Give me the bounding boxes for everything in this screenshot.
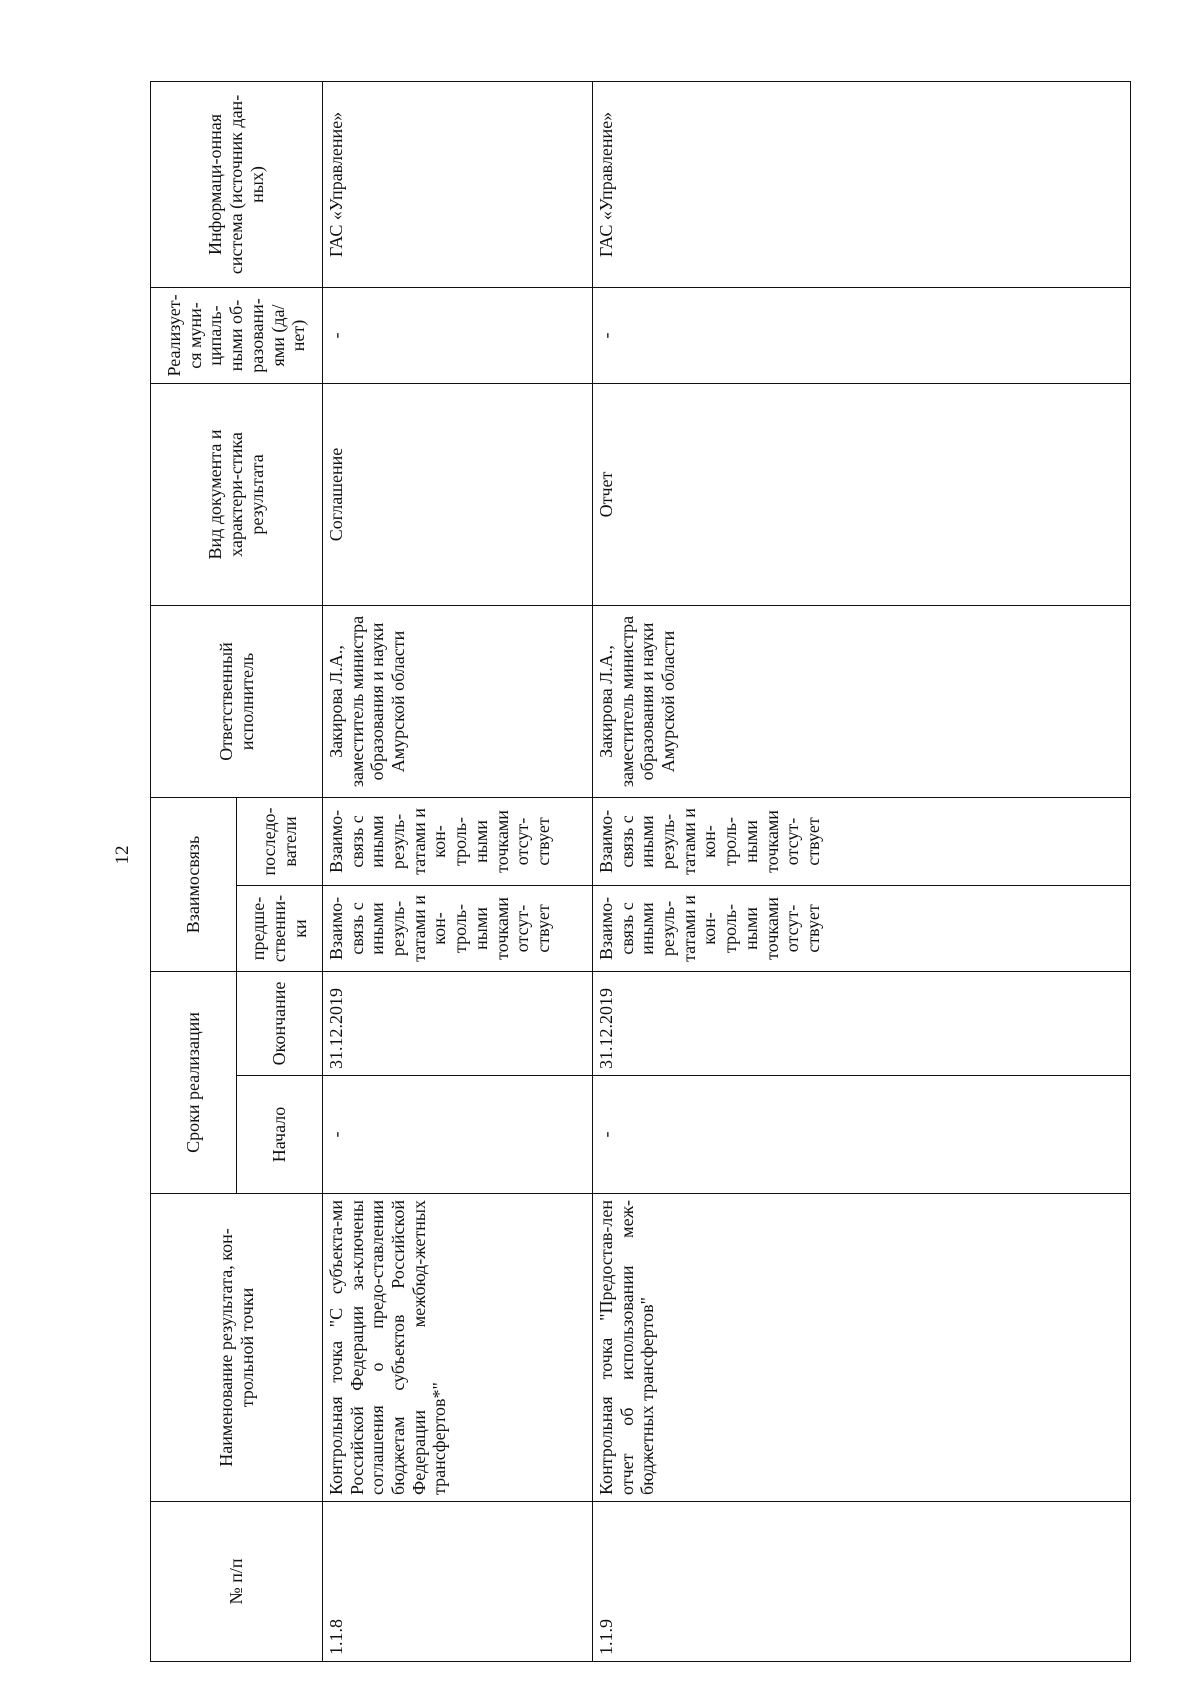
cell-infosys: ГАС «Управление» bbox=[593, 81, 1131, 287]
cell-end: 31.12.2019 bbox=[323, 971, 593, 1075]
header-responsible: Ответственный исполнитель bbox=[151, 605, 323, 797]
page-number: 12 bbox=[112, 845, 133, 865]
header-relation: Взаимосвязь bbox=[151, 797, 237, 971]
cell-start: - bbox=[323, 1076, 593, 1194]
cell-infosys: ГАС «Управление» bbox=[323, 81, 593, 287]
cell-num: 1.1.9 bbox=[593, 1502, 1131, 1662]
cell-num: 1.1.8 bbox=[323, 1502, 593, 1662]
table-row bbox=[323, 81, 593, 1661]
cell-doc: Соглашение bbox=[323, 383, 593, 605]
cell-predecessors: Взаимо-связь с иными резуль-татами и кон-троль-ными точками отсут-ствует bbox=[593, 885, 1131, 971]
cell-successors: Взаимо-связь с иными резуль-татами и кон-троль-ными точками отсут-ствует bbox=[593, 797, 1131, 885]
control-points-table bbox=[150, 81, 1131, 1662]
header-successors: последо-ватели bbox=[237, 797, 323, 885]
cell-municipal: - bbox=[593, 287, 1131, 383]
rotated-table-container bbox=[150, 82, 1130, 1662]
header-doc: Вид документа и характери-стика результата bbox=[151, 383, 323, 605]
header-name: Наименование результата, кон-трольной точки bbox=[151, 1194, 323, 1502]
cell-municipal: - bbox=[323, 287, 593, 383]
header-predecessors: предше-ственни-ки bbox=[237, 885, 323, 971]
header-municipal: Реализует-ся муни-ципаль-ными об-разовани-ями (да/нет) bbox=[151, 287, 323, 383]
cell-end: 31.12.2019 bbox=[593, 971, 1131, 1075]
header-period: Сроки реализации bbox=[151, 971, 237, 1193]
cell-predecessors: Взаимо-связь с иными резуль-татами и кон-троль-ными точками отсут-ствует bbox=[323, 885, 593, 971]
table-row bbox=[593, 81, 1131, 1661]
cell-doc: Отчет bbox=[593, 383, 1131, 605]
cell-start: - bbox=[593, 1076, 1131, 1194]
header-end: Окончание bbox=[237, 971, 323, 1075]
cell-name: Контрольная точка "Предостав-лен отчет об использовании меж-бюджетных трансфертов" bbox=[593, 1194, 1131, 1502]
cell-successors: Взаимо-связь с иными резуль-татами и кон-троль-ными точками отсут-ствует bbox=[323, 797, 593, 885]
header-start: Начало bbox=[237, 1076, 323, 1194]
cell-responsible: Закирова Л.А., заместитель министра образования и науки Амурской области bbox=[593, 605, 1131, 797]
header-num: № п/п bbox=[151, 1502, 323, 1662]
control-points-table-area bbox=[150, 82, 1130, 1662]
cell-responsible: Закирова Л.А., заместитель министра образования и науки Амурской области bbox=[323, 605, 593, 797]
cell-name: Контрольная точка "С субъекта-ми Российской Федерации за-ключены соглашения о предо-ставлении бюджетам субъектов Российской Федерации межбюд-жетных трансфертов*" bbox=[323, 1194, 593, 1502]
header-infosys: Информаци-онная система (источник дан-ных) bbox=[151, 81, 323, 287]
